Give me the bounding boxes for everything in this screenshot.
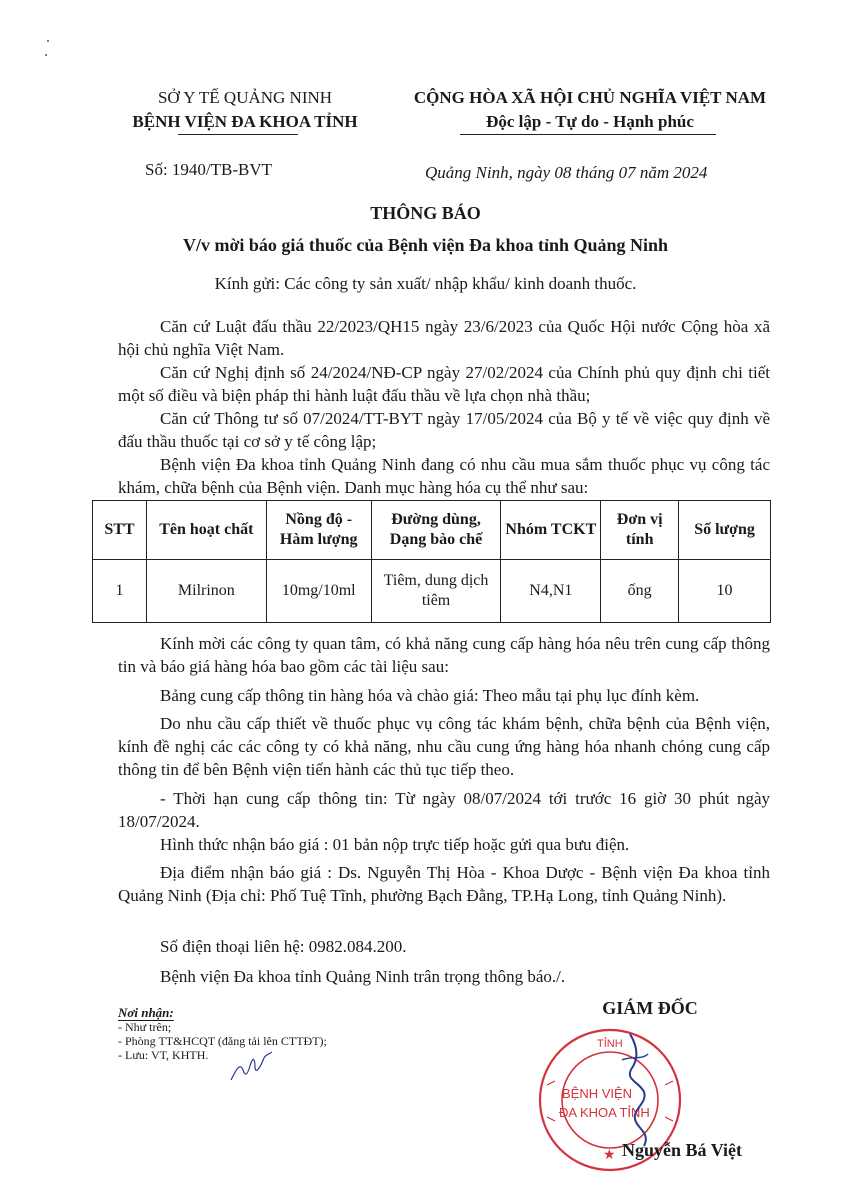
paragraph-submission-address: Địa điểm nhận báo giá : Ds. Nguyễn Thị Hòa - Khoa Dược - Bệnh viện Đa khoa tỉnh Quảng Ninh (Địa chỉ: Phố Tuệ Tĩnh, phường Bạch Đằng, TP.Hạ Long, tỉnh Quảng Ninh). (118, 863, 770, 905)
country-name: CỘNG HÒA XÃ HỘI CHỦ NGHĨA VIỆT NAM (413, 88, 767, 107)
document-title: THÔNG BÁO (370, 203, 481, 223)
stamp-top-text: TỈNH (597, 1038, 623, 1050)
paragraph-deadline: - Thời hạn cung cấp thông tin: Từ ngày 08/07/2024 tới trước 16 giờ 30 phút ngày 18/07/2024. (118, 789, 770, 831)
table-header-row (93, 501, 771, 560)
svg-text:★: ★ (603, 1146, 616, 1162)
paragraph-legal-basis-1: Căn cứ Luật đấu thầu 22/2023/QH15 ngày 23/6/2023 của Quốc Hội nước Cộng hòa xã hội chủ nghĩa Việt Nam. (118, 317, 770, 359)
header-right (390, 86, 790, 134)
cell-concentration: 10mg/10ml (266, 560, 371, 623)
initial-scribble-icon (228, 1048, 274, 1084)
document-subtitle: V/v mời báo giá thuốc của Bệnh viện Đa khoa tỉnh Quảng Ninh (182, 235, 669, 255)
recipients-item: - Phòng TT&HCQT (đăng tải lên CTTĐT); (118, 1034, 327, 1048)
header-group: Nhóm TCKT (501, 501, 601, 560)
agency-name: SỞ Y TẾ QUẢNG NINH (157, 88, 333, 107)
paragraph-purchase-need: Bệnh viện Đa khoa tỉnh Quảng Ninh đang có nhu cầu mua sắm thuốc phục vụ công tác khám, chữa bệnh của Bệnh viện. Danh mục hàng hóa cụ thể như sau: (118, 455, 770, 497)
motto-underline (460, 134, 716, 135)
paragraph-legal-basis-2: Căn cứ Nghị định số 24/2024/NĐ-CP ngày 27/02/2024 của Chính phủ quy định chi tiết một số điều và biện pháp thi hành luật đấu thầu về lựa chọn nhà thầu; (118, 363, 770, 405)
paragraph-urgency: Do nhu cầu cấp thiết về thuốc phục vụ công tác khám bệnh, chữa bệnh của Bệnh viện, kính đề nghị các các công ty có khả năng, nhu cầu cung ứng hàng hóa nhanh chóng cung cấp thông tin để bên Bệnh viện tiến hành các thủ tục tiếp theo. (118, 714, 770, 779)
header-unit: Đơn vị tính (601, 501, 679, 560)
signer-name: Nguyễn Bá Việt (622, 1140, 743, 1160)
header-stt: STT (93, 501, 147, 560)
paragraph-legal-basis-3: Căn cứ Thông tư số 07/2024/TT-BYT ngày 17/05/2024 của Bộ y tế về việc quy định về đấu thầu thuốc tại cơ sở y tế công lập; (118, 409, 770, 451)
recipients-item: - Như trên; (118, 1020, 172, 1034)
cell-unit: ống (601, 560, 679, 623)
recipients-item: - Lưu: VT, KHTH. (118, 1048, 209, 1062)
motto: Độc lập - Tự do - Hạnh phúc (486, 112, 694, 131)
cell-active-ingredient: Milrinon (146, 560, 266, 623)
recipient-line: Kính gửi: Các công ty sản xuất/ nhập khẩu/ kinh doanh thuốc. (214, 274, 637, 293)
paragraph-quote-form: Bảng cung cấp thông tin hàng hóa và chào giá: Theo mẫu tại phụ lục đính kèm. (160, 686, 700, 705)
goods-table (92, 500, 771, 623)
paragraph-phone: Số điện thoại liên hệ: 0982.084.200. (160, 937, 407, 956)
header-left-underline (178, 134, 298, 135)
doc-number: Số: 1940/TB-BVT (145, 160, 273, 179)
paragraph-closing: Bệnh viện Đa khoa tỉnh Quảng Ninh trân trọng thông báo./. (160, 967, 566, 986)
stamp-line-1: BỆNH VIỆN (562, 1086, 633, 1101)
scan-speck (45, 54, 47, 56)
table-row (93, 560, 771, 623)
director-signature-icon (600, 1030, 670, 1150)
signature-role: GIÁM ĐỐC (602, 998, 698, 1018)
scan-speck (47, 40, 49, 42)
paragraph-invitation: Kính mời các công ty quan tâm, có khả năng cung cấp hàng hóa nêu trên cung cấp thông tin và báo giá hàng hóa bao gồm các tài liệu sau: (118, 634, 770, 676)
header-concentration: Nồng độ - Hàm lượng (266, 501, 371, 560)
cell-quantity: 10 (679, 560, 771, 623)
paragraph-submission-method: Hình thức nhận báo giá : 01 bản nộp trực tiếp hoặc gửi qua bưu điện. (160, 835, 630, 854)
cell-route-form: Tiêm, dung dịch tiêm (371, 560, 501, 623)
header-left (110, 86, 380, 134)
cell-group: N4,N1 (501, 560, 601, 623)
recipients-title: Nơi nhận: (118, 1005, 174, 1020)
header-quantity: Số lượng (679, 501, 771, 560)
cell-stt: 1 (93, 560, 147, 623)
place-date: Quảng Ninh, ngày 08 tháng 07 năm 2024 (425, 163, 708, 182)
hospital-name: BỆNH VIỆN ĐA KHOA TỈNH (132, 112, 358, 131)
header-route-form: Đường dùng, Dạng bào chế (371, 501, 501, 560)
header-active-ingredient: Tên hoạt chất (146, 501, 266, 560)
stamp-line-2: ĐA KHOA TỈNH (559, 1105, 650, 1120)
